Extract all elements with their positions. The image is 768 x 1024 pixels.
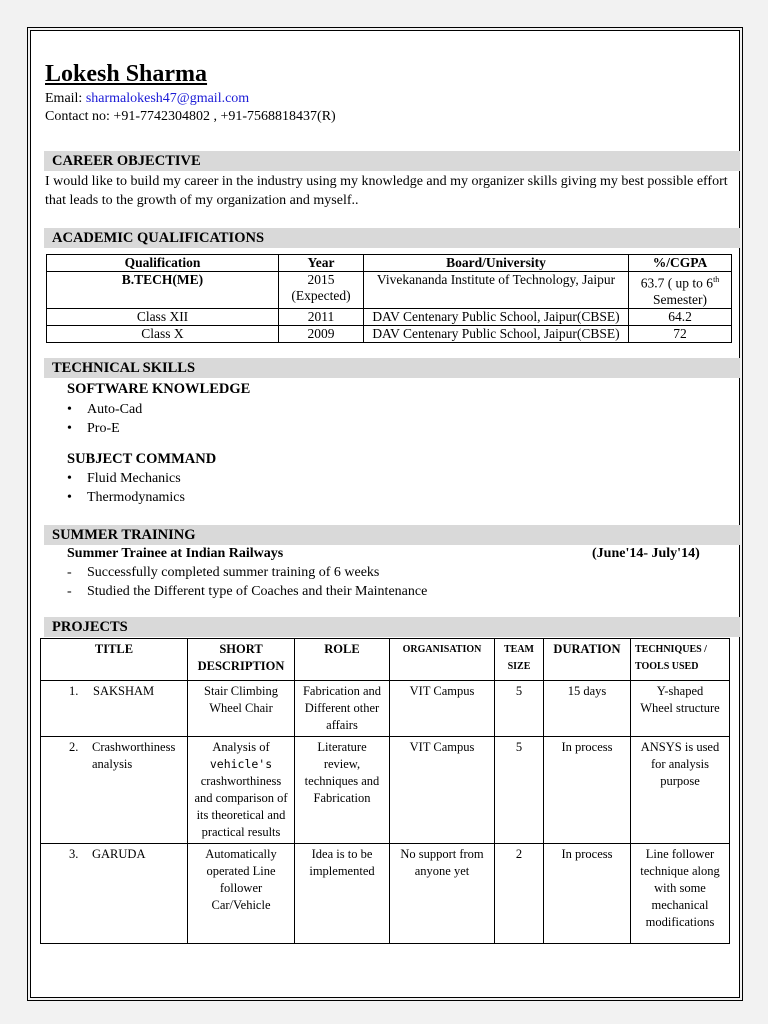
project-desc-cell: Stair Climbing Wheel Chair xyxy=(188,681,295,737)
col-title: TITLE xyxy=(41,639,188,681)
table-row xyxy=(47,272,732,309)
cgpa-cell: 72 xyxy=(629,325,732,342)
qualification-cell: Class XII xyxy=(47,308,279,325)
list-item: - Studied the Different type of Coaches and their Maintenance xyxy=(67,584,428,599)
bullet-icon: • xyxy=(67,421,72,436)
subject-command-heading: SUBJECT COMMAND xyxy=(67,451,217,467)
candidate-name: Lokesh Sharma xyxy=(45,61,208,87)
project-tools-cell: Line follower technique along with some mechanical modifications xyxy=(631,844,730,944)
email-label: Email: xyxy=(45,91,86,106)
training-title: Summer Trainee at Indian Railways xyxy=(67,546,284,561)
dash-icon: - xyxy=(67,584,72,599)
bullet-icon: • xyxy=(67,471,72,486)
list-item: • Fluid Mechanics xyxy=(67,471,181,486)
col-board: Board/University xyxy=(364,255,629,272)
project-desc-cell: Automatically operated Line follower Car/Vehicle xyxy=(188,844,295,944)
col-tools: TECHNIQUES / TOOLS USED xyxy=(631,639,730,681)
project-title-cell: 2. Crashworthiness analysis xyxy=(41,737,188,844)
col-cgpa: %/CGPA xyxy=(629,255,732,272)
list-item: • Pro-E xyxy=(67,421,120,436)
project-title-cell: 3. GARUDA xyxy=(41,844,188,944)
qualification-cell: B.TECH(ME) xyxy=(47,272,279,309)
project-team-cell: 5 xyxy=(495,737,544,844)
resume-page xyxy=(30,30,740,998)
qualification-cell: Class X xyxy=(47,325,279,342)
col-team-size: TEAM SIZE xyxy=(495,639,544,681)
cgpa-sup: th xyxy=(713,275,720,284)
table-row xyxy=(41,737,730,844)
career-line-1: I would like to build my career in the industry using my knowledge and my organizer skills giving my best possible effort xyxy=(45,174,728,189)
email-link[interactable]: sharmalokesh47@gmail.com xyxy=(85,91,250,106)
year-cell xyxy=(279,272,364,309)
cgpa-cell: 64.2 xyxy=(629,308,732,325)
col-qualification: Qualification xyxy=(47,255,279,272)
subject-list xyxy=(64,469,185,507)
table-row xyxy=(47,325,732,342)
training-list xyxy=(64,563,427,601)
training-date: (June'14- July'14) xyxy=(592,546,700,561)
year-cell: 2011 xyxy=(279,308,364,325)
col-role: ROLE xyxy=(295,639,390,681)
board-cell: Vivekananda Institute of Technology, Jaipur xyxy=(364,272,629,309)
dash-icon: - xyxy=(67,565,72,580)
project-team-cell: 2 xyxy=(495,844,544,944)
cgpa-cell xyxy=(629,272,732,309)
bullet-icon: • xyxy=(67,402,72,417)
cgpa-value: 63.7 ( up to 6 xyxy=(640,275,714,291)
project-org-cell: VIT Campus xyxy=(390,737,495,844)
col-description: SHORT DESCRIPTION xyxy=(188,639,295,681)
list-item: • Auto-Cad xyxy=(67,402,143,417)
career-line-2: that leads to the growth of my organization and myself.. xyxy=(45,193,359,208)
list-item: • Thermodynamics xyxy=(67,490,185,505)
project-duration-cell: In process xyxy=(544,737,631,844)
bullet-icon: • xyxy=(67,490,72,505)
email-line xyxy=(45,91,249,107)
contact-line: Contact no: +91-7742304802 , +91-7568818437(R) xyxy=(45,109,336,124)
project-title-cell: 1. SAKSHAM xyxy=(41,681,188,737)
project-role-cell: Idea is to be implemented xyxy=(295,844,390,944)
year-note: (Expected) xyxy=(291,288,351,303)
project-tools-cell: ANSYS is used for analysis purpose xyxy=(631,737,730,844)
cgpa-note: Semester) xyxy=(653,291,707,307)
academic-header-row xyxy=(47,255,732,272)
project-role-cell: Literature review, techniques and Fabrication xyxy=(295,737,390,844)
software-knowledge-heading: SOFTWARE KNOWLEDGE xyxy=(67,381,251,397)
year-value: 2015 xyxy=(307,272,335,287)
table-row xyxy=(47,308,732,325)
projects-heading: PROJECTS xyxy=(44,617,740,637)
projects-table xyxy=(40,638,730,944)
software-list xyxy=(64,400,142,438)
list-item: - Successfully completed summer training of 6 weeks xyxy=(67,565,380,580)
col-duration: DURATION xyxy=(544,639,631,681)
table-row xyxy=(41,844,730,944)
project-desc-cell: Analysis of vehicle's crashworthiness and comparison of its theoretical and practical results xyxy=(188,737,295,844)
board-cell: DAV Centenary Public School, Jaipur(CBSE) xyxy=(364,325,629,342)
project-org-cell: No support from anyone yet xyxy=(390,844,495,944)
career-objective-heading: CAREER OBJECTIVE xyxy=(44,151,740,171)
col-organisation: ORGANISATION xyxy=(390,639,495,681)
project-duration-cell: 15 days xyxy=(544,681,631,737)
year-cell: 2009 xyxy=(279,325,364,342)
project-org-cell: VIT Campus xyxy=(390,681,495,737)
project-tools-cell: Y-shaped Wheel structure xyxy=(631,681,730,737)
project-team-cell: 5 xyxy=(495,681,544,737)
summer-training-heading: SUMMER TRAINING xyxy=(44,525,740,545)
academic-table xyxy=(46,254,732,343)
project-role-cell: Fabrication and Different other affairs xyxy=(295,681,390,737)
table-row xyxy=(41,681,730,737)
career-objective-text xyxy=(45,172,739,210)
board-cell: DAV Centenary Public School, Jaipur(CBSE) xyxy=(364,308,629,325)
col-year: Year xyxy=(279,255,364,272)
academic-heading: ACADEMIC QUALIFICATIONS xyxy=(44,228,740,248)
technical-skills-heading: TECHNICAL SKILLS xyxy=(44,358,740,378)
projects-header-row xyxy=(41,639,730,681)
project-duration-cell: In process xyxy=(544,844,631,944)
